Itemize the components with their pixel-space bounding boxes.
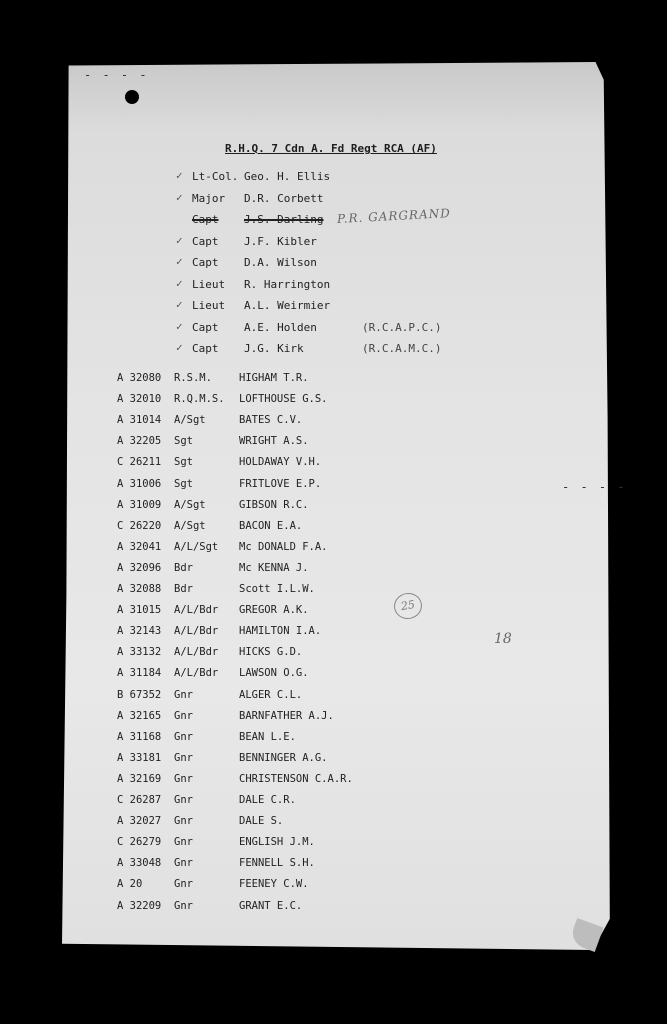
personnel-row: [117, 583, 417, 597]
personnel-rank: Sgt: [174, 477, 193, 490]
service-number: A 32088: [117, 583, 162, 595]
officer-rank: Lt-Col.: [192, 170, 239, 183]
circled-number: 25: [392, 591, 424, 621]
officer-rank: Capt: [192, 320, 219, 334]
personnel-rank: Gnr: [174, 857, 193, 870]
officer-name: J.G. Kirk: [244, 342, 304, 355]
personnel-name: FEENEY C.W.: [239, 878, 309, 891]
officer-rank: Capt: [192, 213, 219, 226]
personnel-row: [117, 731, 417, 745]
personnel-rank: Gnr: [174, 878, 193, 891]
personnel-name: GREGOR A.K.: [239, 604, 309, 617]
personnel-name: BEAN L.E.: [239, 730, 296, 743]
personnel-row: [117, 456, 417, 470]
personnel-row: [117, 667, 417, 681]
personnel-name: BACON E.A.: [239, 519, 303, 532]
personnel-rank: Bdr: [174, 561, 193, 574]
personnel-name: ENGLISH J.M.: [239, 836, 315, 849]
service-number: A 32041: [117, 540, 162, 553]
check-mark-icon: ✓: [176, 190, 183, 204]
margin-handwritten-note: P.R. GARGRAND: [336, 206, 452, 226]
personnel-name: HICKS G.D.: [239, 646, 303, 659]
personnel-name: FRITLOVE E.P.: [239, 477, 322, 490]
service-number: A 31014: [117, 414, 162, 427]
check-mark-icon: ✓: [176, 276, 183, 290]
personnel-name: LOFTHOUSE G.S.: [239, 393, 328, 406]
personnel-name: DALE C.R.: [239, 794, 296, 806]
personnel-rank: A/L/Bdr: [174, 604, 219, 617]
officer-rank: Capt: [192, 342, 219, 355]
officer-corps: (R.C.A.P.C.): [362, 320, 442, 334]
personnel-name: HAMILTON I.A.: [239, 625, 322, 638]
personnel-row: [117, 499, 417, 513]
personnel-row: [117, 372, 417, 386]
personnel-rank: A/L/Bdr: [174, 625, 219, 638]
personnel-name: ALGER C.L.: [239, 688, 303, 701]
service-number: A 31168: [117, 730, 162, 743]
personnel-row: [117, 857, 417, 871]
personnel-row: [117, 604, 417, 618]
service-number: A 32143: [117, 625, 162, 638]
officer-name: R. Harrington: [244, 277, 331, 291]
officer-name: J.F. Kibler: [244, 234, 317, 248]
service-number: A 31009: [117, 498, 162, 511]
officer-corps: (R.C.A.M.C.): [362, 342, 442, 355]
service-number: A 31015: [117, 604, 162, 617]
personnel-rank: Gnr: [174, 815, 193, 828]
officer-rank: Major: [192, 191, 226, 205]
service-number: C 26220: [117, 519, 162, 532]
officer-row: [176, 233, 452, 249]
personnel-row: [117, 541, 417, 555]
personnel-row: [117, 794, 417, 808]
service-number: C 26211: [117, 456, 162, 469]
personnel-row: [117, 435, 417, 449]
officer-name: J.S. Darling: [244, 213, 324, 226]
personnel-rank: Gnr: [174, 772, 193, 785]
punch-hole: [125, 90, 139, 104]
personnel-name: WRIGHT A.S.: [239, 435, 309, 448]
personnel-row: [117, 414, 417, 428]
personnel-rank: A/L/Bdr: [174, 667, 219, 680]
service-number: A 31006: [117, 477, 162, 490]
personnel-row: [117, 689, 417, 703]
personnel-rank: Sgt: [174, 435, 193, 448]
personnel-rank: Gnr: [174, 836, 193, 849]
service-number: A 31184: [117, 667, 162, 680]
pencil-number: 18: [494, 631, 512, 647]
service-number: A 32209: [117, 899, 162, 912]
personnel-rank: Gnr: [174, 751, 193, 764]
personnel-name: HOLDAWAY V.H.: [239, 456, 322, 469]
check-mark-icon: ✓: [176, 298, 183, 311]
personnel-rank: Gnr: [174, 899, 193, 912]
personnel-row: [117, 393, 417, 407]
officer-row: [176, 319, 452, 335]
service-number: A 33132: [117, 646, 162, 659]
service-number: A 32169: [117, 772, 162, 785]
service-number: A 32165: [117, 709, 162, 722]
personnel-name: CHRISTENSON C.A.R.: [239, 772, 353, 785]
personnel-name: BARNFATHER A.J.: [239, 709, 334, 722]
service-number: A 32010: [117, 393, 162, 406]
personnel-rank: Gnr: [174, 688, 193, 701]
personnel-row: [117, 710, 417, 724]
check-mark-icon: ✓: [176, 341, 183, 354]
service-number: A 33048: [117, 857, 162, 870]
personnel-row: [117, 646, 417, 660]
personnel-name: GIBSON R.C.: [239, 498, 309, 511]
officer-row: [176, 298, 452, 313]
service-number: C 26279: [117, 836, 162, 849]
personnel-row: [117, 625, 417, 639]
edge-mark-top: - - - -: [84, 68, 149, 82]
check-mark-icon: ✓: [176, 255, 183, 268]
personnel-name: LAWSON O.G.: [239, 667, 309, 680]
officer-row: [176, 190, 452, 206]
personnel-rank: A/Sgt: [174, 414, 206, 427]
personnel-row: [117, 478, 417, 492]
personnel-name: Mc KENNA J.: [239, 561, 309, 574]
personnel-row: [117, 520, 417, 534]
personnel-rank: Bdr: [174, 583, 193, 595]
personnel-name: BENNINGER A.G.: [239, 751, 328, 764]
personnel-name: FENNELL S.H.: [239, 857, 315, 870]
officer-rank: Lieut: [192, 299, 226, 312]
officer-name: D.R. Corbett: [244, 191, 324, 205]
personnel-rank: A/L/Sgt: [174, 540, 219, 553]
personnel-row: [117, 900, 417, 914]
check-mark-icon: ✓: [176, 233, 183, 247]
service-number: A 32080: [117, 372, 162, 384]
personnel-rank: A/Sgt: [174, 498, 206, 511]
service-number: A 32027: [117, 815, 162, 828]
personnel-name: BATES C.V.: [239, 414, 303, 427]
edge-mark-right: - - - -: [562, 480, 627, 494]
personnel-rank: A/Sgt: [174, 519, 206, 532]
officer-rank: Lieut: [192, 277, 226, 291]
officer-row: [176, 255, 452, 270]
service-number: A 32205: [117, 435, 162, 448]
personnel-name: HIGHAM T.R.: [239, 372, 309, 384]
personnel-row: [117, 836, 417, 850]
officer-name: A.L. Weirmier: [244, 299, 331, 312]
personnel-name: Mc DONALD F.A.: [239, 540, 328, 553]
check-mark-icon: ✓: [176, 169, 183, 182]
personnel-row: [117, 773, 417, 787]
personnel-rank: Sgt: [174, 456, 193, 469]
personnel-rank: R.S.M.: [174, 372, 212, 384]
officer-name: A.E. Holden: [244, 320, 317, 334]
personnel-row: [117, 878, 417, 892]
personnel-rank: A/L/Bdr: [174, 646, 219, 659]
personnel-rank: R.Q.M.S.: [174, 393, 225, 406]
officer-rank: Capt: [192, 234, 219, 248]
personnel-row: [117, 815, 417, 829]
service-number: A 32096: [117, 561, 162, 574]
officer-rank: Capt: [192, 256, 219, 269]
service-number: C 26287: [117, 794, 162, 806]
service-number: A 20: [117, 878, 143, 891]
officer-row: [176, 341, 452, 356]
officer-name: Geo. H. Ellis: [244, 170, 331, 183]
document-title: R.H.Q. 7 Cdn A. Fd Regt RCA (AF): [225, 142, 437, 155]
officer-row: [176, 169, 452, 184]
check-mark-icon: ✓: [176, 319, 183, 333]
personnel-rank: Gnr: [174, 794, 193, 806]
personnel-row: [117, 752, 417, 766]
service-number: B 67352: [117, 688, 162, 701]
service-number: A 33181: [117, 751, 162, 764]
officer-name: D.A. Wilson: [244, 256, 317, 269]
personnel-row: [117, 562, 417, 576]
officer-row: [176, 276, 452, 292]
personnel-name: DALE S.: [239, 815, 284, 828]
personnel-rank: Gnr: [174, 709, 193, 722]
personnel-name: GRANT E.C.: [239, 899, 303, 912]
personnel-rank: Gnr: [174, 730, 193, 743]
personnel-name: Scott I.L.W.: [239, 583, 315, 595]
